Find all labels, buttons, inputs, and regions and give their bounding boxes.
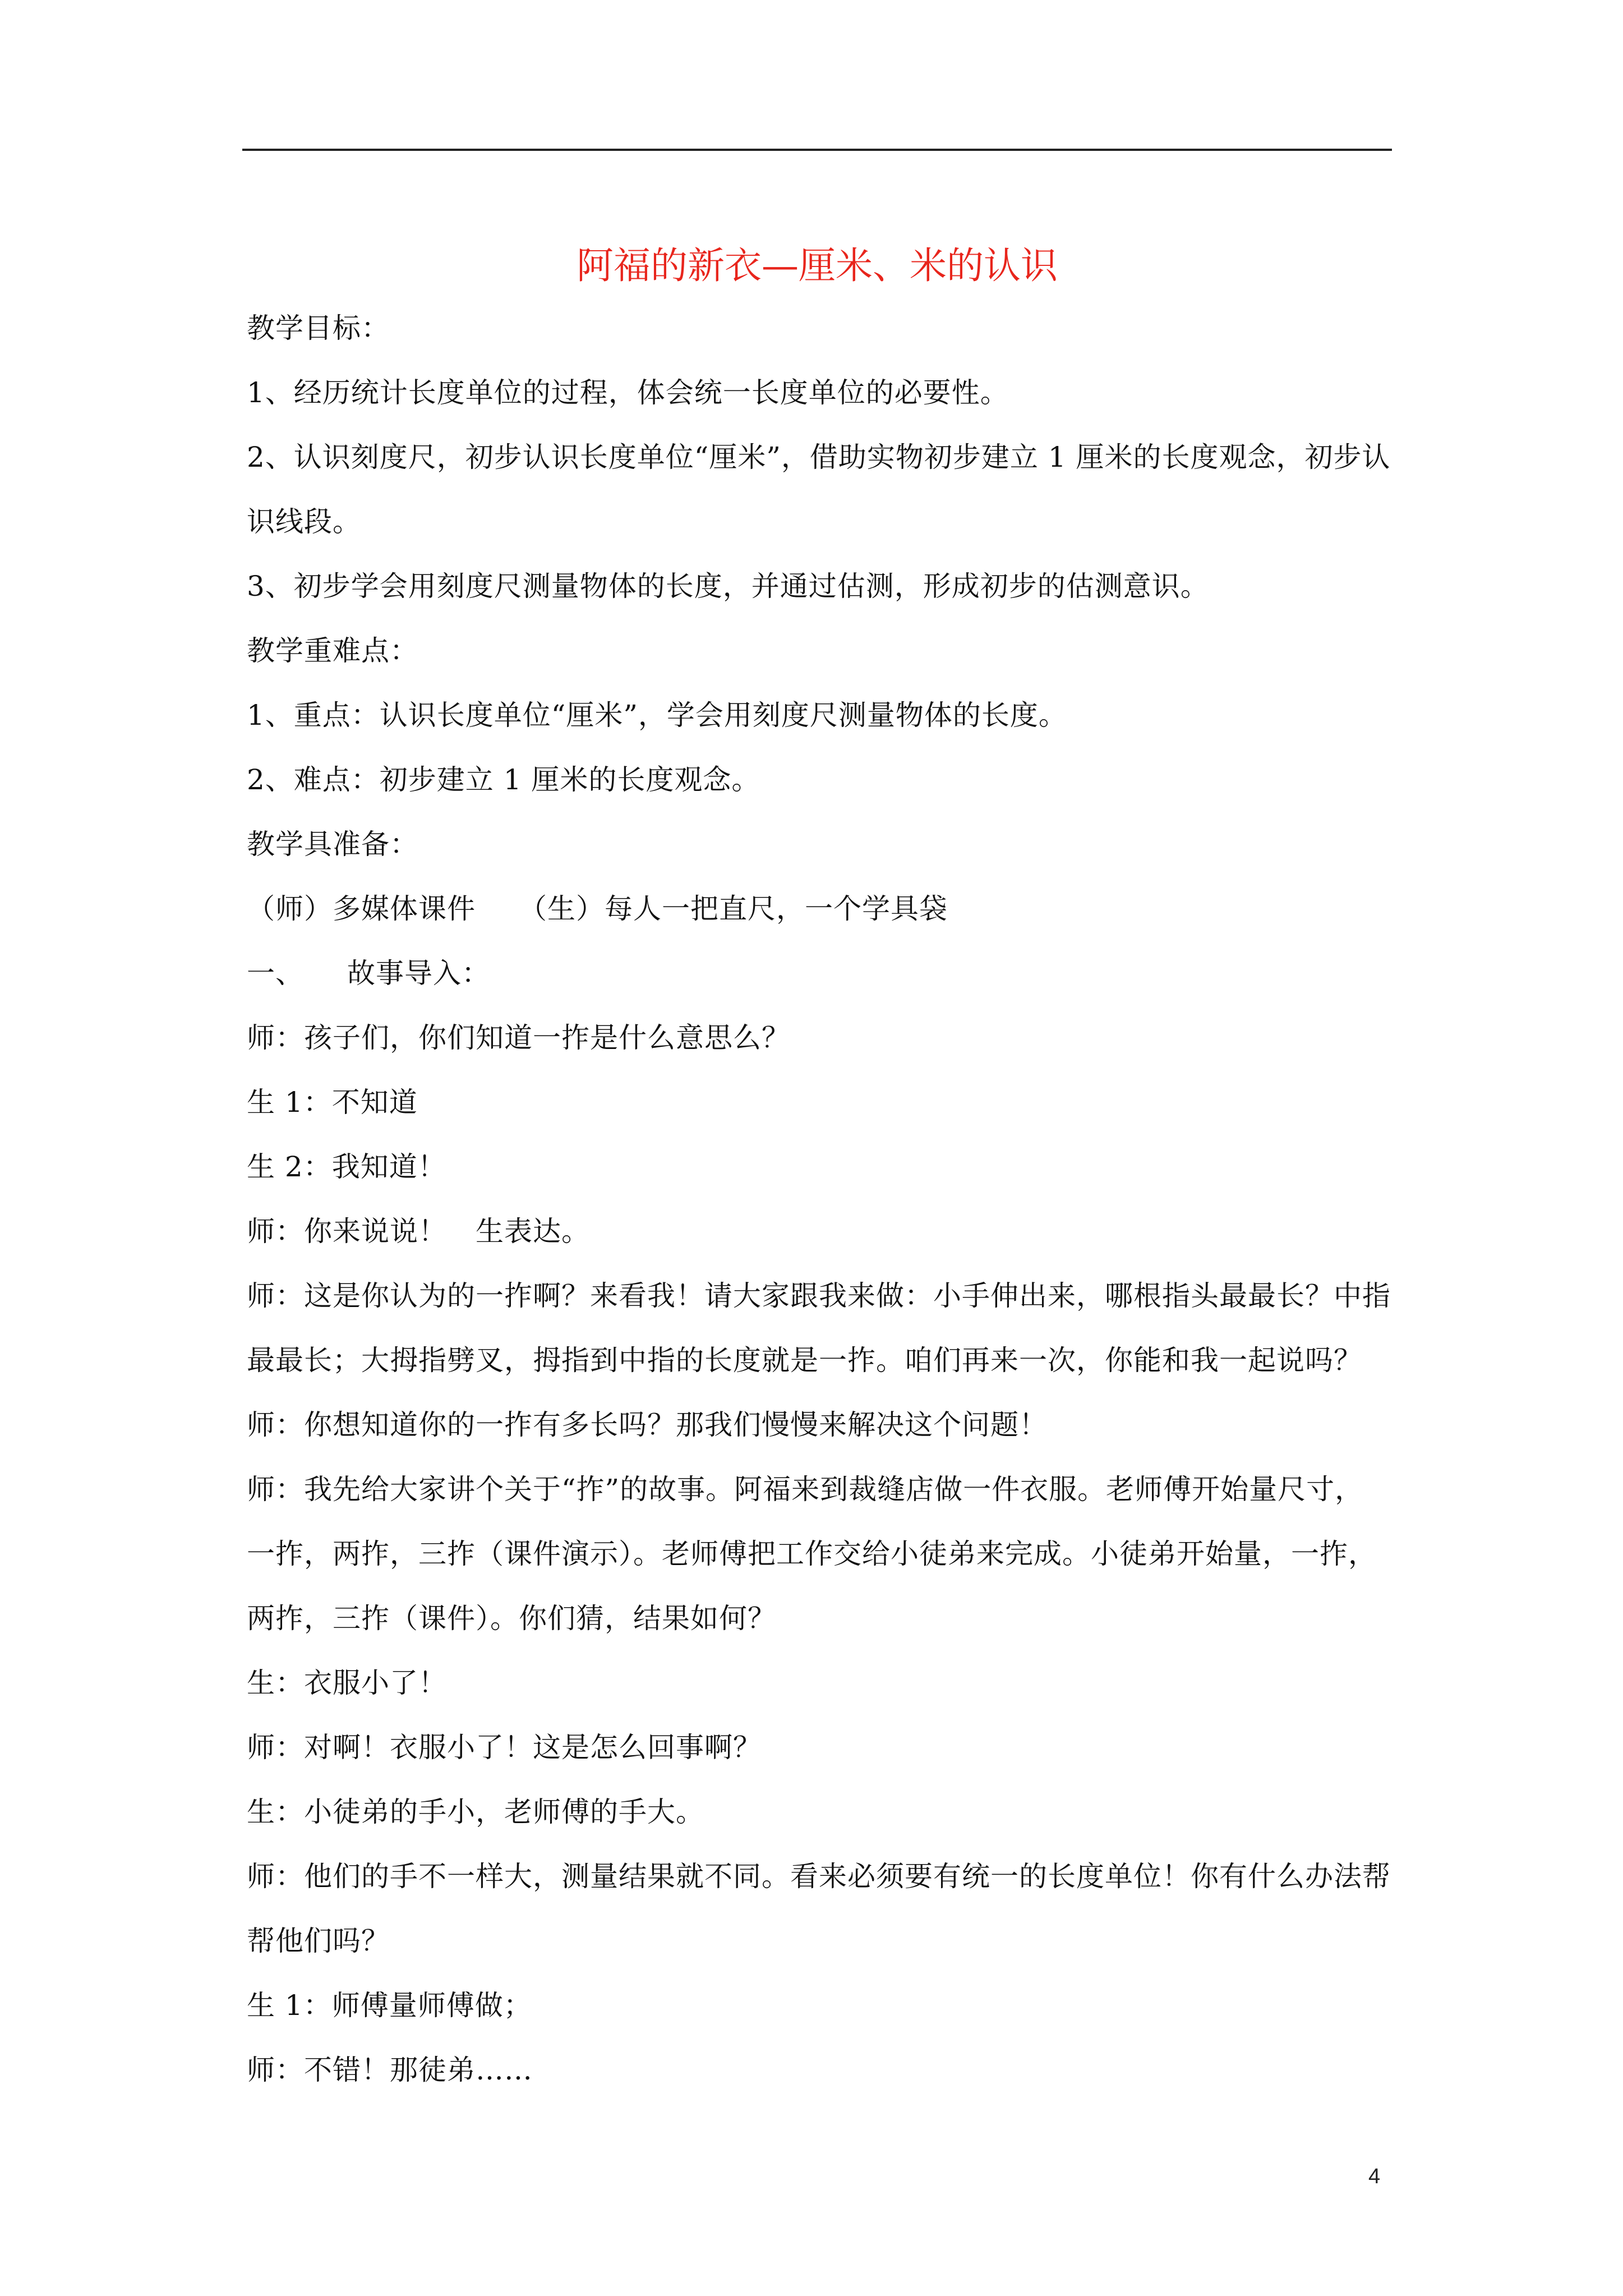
body-line: 生：小徒弟的手小，老师傅的手大。 [247,1796,704,1828]
body-line: 师：不错！那徒弟…… [247,2054,533,2086]
body-line: 2、难点：初步建立 1 厘米的长度观念。 [247,763,760,796]
page-number: 4 [1368,2165,1381,2188]
body-line: 师：我先给大家讲个关于“拃”的故事。阿福来到裁缝店做一件衣服。老师傅开始量尺寸， [247,1473,1364,1506]
body-line: 生 1：师傅量师傅做； [247,1989,532,2022]
body-line: 师：他们的手不一样大，测量结果就不同。看来必须要有统一的长度单位！你有什么办法帮 [247,1860,1391,1893]
body-line: 教学重难点： [247,634,418,667]
body-line: 师：对啊！衣服小了！这是怎么回事啊？ [247,1731,762,1764]
body-line: 教学具准备： [247,828,418,861]
body-line: 生：衣服小了！ [247,1667,447,1699]
document-body [247,296,1391,2102]
body-line: 两拃，三拃（课件）。你们猜，结果如何？ [247,1602,776,1635]
body-line: 教学目标： [247,312,390,344]
body-line: 一、 故事导入： [247,957,490,990]
document-title: 阿福的新衣—厘米、米的认识 [577,244,1058,288]
body-line: 生 2：我知道！ [247,1151,446,1183]
body-line: 生 1：不知道 [247,1086,418,1119]
body-line: 师：这是你认为的一拃啊？来看我！请大家跟我来做：小手伸出来，哪根指头最最长？中指 [247,1280,1391,1312]
body-line: 师：你来说说！ 生表达。 [247,1215,590,1248]
body-line: 师：孩子们，你们知道一拃是什么意思么？ [247,1022,790,1054]
body-line: 最最长；大拇指劈叉，拇指到中指的长度就是一拃。咱们再来一次，你能和我一起说吗？ [247,1344,1362,1377]
body-line: 帮他们吗？ [247,1925,390,1957]
body-line: 一拃，两拃，三拃（课件演示）。老师傅把工作交给小徒弟来完成。小徒弟开始量，一拃， [247,1538,1377,1570]
body-line: 1、重点：认识长度单位“厘米”，学会用刻度尺测量物体的长度。 [247,699,1067,731]
body-line: 2、认识刻度尺，初步认识长度单位“厘米”，借助实物初步建立 1 厘米的长度观念，初步认 [247,441,1391,473]
body-line: 3、初步学会用刻度尺测量物体的长度，并通过估测，形成初步的估测意识。 [247,570,1209,602]
body-line: （师）多媒体课件 （生）每人一把直尺，一个学具袋 [247,892,948,925]
body-line: 识线段。 [247,505,361,538]
body-line: 师：你想知道你的一拃有多长吗？那我们慢慢来解决这个问题！ [247,1409,1048,1441]
body-line: 1、经历统计长度单位的过程，体会统一长度单位的必要性。 [247,376,1009,409]
header-rule [242,149,1392,151]
